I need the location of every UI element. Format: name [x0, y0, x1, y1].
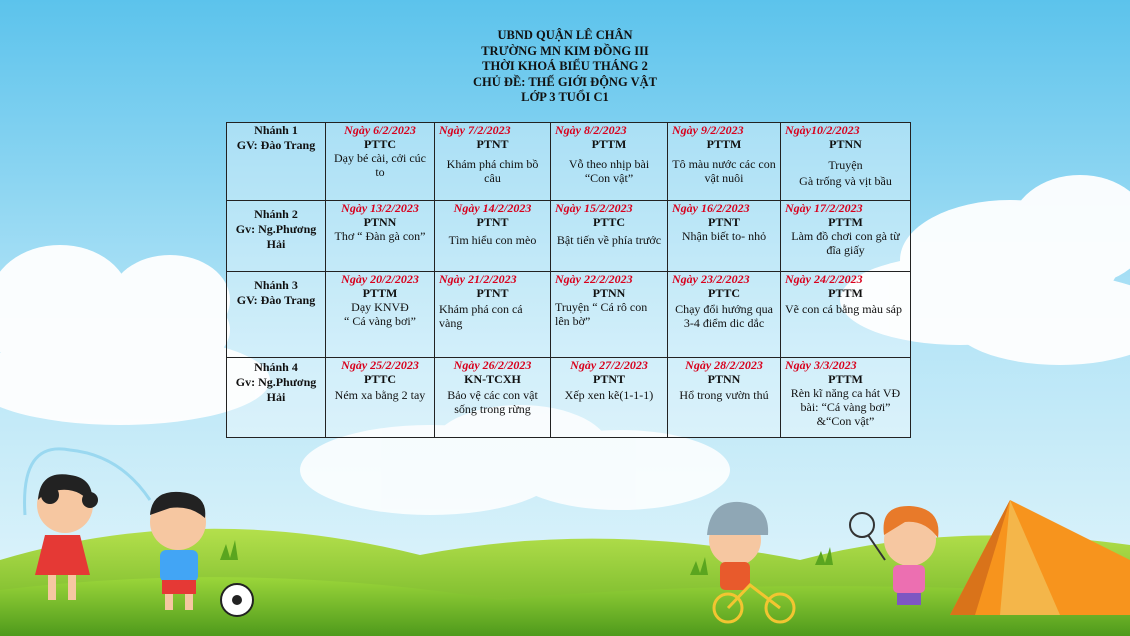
schedule-cell — [551, 123, 668, 201]
cell-date: Ngày 22/2/2023 — [555, 272, 633, 286]
cell-date: Ngày 17/2/2023 — [785, 201, 863, 215]
cell-subject: PTTM — [828, 215, 863, 229]
cell-subject: PTNT — [707, 215, 740, 229]
cell-date: Ngày 13/2/2023 — [341, 201, 419, 215]
cell-activity: Dạy KNVĐ “ Cá vàng bơi” — [344, 300, 416, 328]
table-row — [227, 123, 911, 201]
teacher-name: GV: Đào Trang — [236, 138, 316, 152]
schedule-cell — [435, 358, 551, 438]
cell-activity: Vỗ theo nhịp bài “Con vật” — [568, 157, 650, 185]
cell-activity: Bảo vệ các con vật sống trong rừng — [447, 388, 538, 416]
cell-activity: Truyện “ Cá rô con lên bờ” — [555, 300, 648, 328]
schedule-cell — [668, 201, 781, 272]
school-name: TRƯỜNG MN KIM ĐỒNG III — [481, 43, 649, 58]
cell-date: Ngày 25/2/2023 — [341, 358, 419, 372]
district-name: UBND QUẬN LÊ CHÂN — [497, 28, 633, 42]
schedule-cell — [781, 201, 911, 272]
branch-cell — [227, 123, 326, 201]
cell-activity: Ném xa bằng 2 tay — [334, 388, 426, 402]
cell-subject: PTTM — [362, 286, 398, 300]
schedule-title: THỜI KHOÁ BIỂU THÁNG 2 — [482, 59, 648, 73]
class-name: LỚP 3 TUỔI C1 — [521, 90, 609, 104]
cell-activity: Xếp xen kẽ(1-1-1) — [564, 388, 654, 402]
cell-subject: PTTM — [828, 286, 863, 300]
cell-subject: PTNT — [476, 215, 509, 229]
table-row — [227, 358, 911, 438]
schedule-cell — [781, 272, 911, 358]
schedule-cell — [326, 123, 435, 201]
cell-date: Ngày 28/2/2023 — [685, 358, 763, 372]
table-row — [227, 201, 911, 272]
cell-activity: Nhận biết to- nhỏ — [681, 229, 767, 243]
cell-date: Ngày 14/2/2023 — [453, 201, 532, 215]
cell-date: Ngày 21/2/2023 — [439, 272, 517, 286]
branch-name: Nhánh 1 — [254, 123, 298, 137]
cell-date: Ngày 20/2/2023 — [341, 272, 419, 286]
cell-date: Ngày 16/2/2023 — [672, 201, 750, 215]
branch-cell — [227, 272, 326, 358]
cell-subject: PTTC — [707, 286, 740, 300]
cell-subject: PTTC — [363, 137, 396, 151]
cell-activity: Dạy bé cài, cởi cúc to — [334, 151, 426, 179]
branch-name: Nhánh 2 — [254, 207, 298, 221]
schedule-cell — [668, 358, 781, 438]
cell-activity: Rèn kĩ năng ca hát VĐ bài: “Cá vàng bơi” &“Con vật” — [790, 386, 901, 428]
cell-subject: PTNN — [829, 137, 862, 151]
schedule-cell — [551, 272, 668, 358]
schedule-cell — [435, 272, 551, 358]
cell-activity: Làm đồ chơi con gà từ đĩa giấy — [791, 229, 900, 257]
table-row — [227, 272, 911, 358]
cell-date: Ngày 3/3/2023 — [785, 358, 857, 372]
cell-subject: PTNN — [592, 286, 626, 300]
schedule-table — [226, 122, 911, 438]
cell-activity: Thơ “ Đàn gà con” — [334, 229, 426, 243]
cell-subject: PTTC — [363, 372, 396, 386]
schedule-cell — [326, 272, 435, 358]
cell-date: Ngày 23/2/2023 — [672, 272, 750, 286]
teacher-name: Gv: Ng.Phương Hải — [235, 222, 317, 251]
cell-date: Ngày 15/2/2023 — [555, 201, 633, 215]
branch-name: Nhánh 4 — [254, 360, 298, 374]
cell-subject: KN-TCXH — [464, 372, 521, 386]
cell-date: Ngày 27/2/2023 — [570, 358, 648, 372]
cell-activity: Hổ trong vườn thú — [679, 388, 769, 402]
schedule-cell — [435, 201, 551, 272]
cell-date: Ngày 26/2/2023 — [453, 358, 532, 372]
cell-subject: PTTM — [706, 137, 742, 151]
cell-date: Ngày 7/2/2023 — [439, 123, 511, 137]
cell-subject: PTNT — [476, 137, 509, 151]
cell-activity: Bật tiến về phía trước — [556, 233, 662, 247]
teacher-name: GV: Đào Trang — [236, 293, 316, 307]
cell-date: Ngày 6/2/2023 — [344, 123, 416, 137]
schedule-cell — [326, 201, 435, 272]
document-header — [0, 28, 1130, 106]
cell-activity: Khám phá chim bồ câu — [446, 157, 539, 185]
cell-subject: PTTM — [591, 137, 627, 151]
cell-subject: PTNT — [592, 372, 625, 386]
cell-activity: Vẽ con cá bằng màu sáp — [785, 302, 902, 316]
theme-title: CHỦ ĐỀ: THẾ GIỚI ĐỘNG VẬT — [473, 74, 657, 89]
cell-subject: PTNN — [363, 215, 397, 229]
branch-name: Nhánh 3 — [254, 278, 298, 292]
cell-date: Ngày 24/2/2023 — [785, 272, 863, 286]
cell-activity: Khám phá con cá vàng — [439, 302, 523, 330]
cell-date: Ngày 9/2/2023 — [672, 123, 744, 137]
schedule-cell — [551, 201, 668, 272]
cell-subject: PTNN — [707, 372, 741, 386]
schedule-cell — [781, 358, 911, 438]
schedule-cell — [326, 358, 435, 438]
schedule-cell — [668, 123, 781, 201]
schedule-cell — [435, 123, 551, 201]
cell-subject: PTNT — [476, 286, 509, 300]
cell-date: Ngày10/2/2023 — [785, 123, 860, 137]
cell-date: Ngày 8/2/2023 — [555, 123, 627, 137]
schedule-cell — [781, 123, 911, 201]
cell-activity: Tìm hiểu con mèo — [448, 233, 537, 247]
cell-activity: Tô màu nước các con vật nuôi — [672, 157, 776, 185]
cell-subject: PTTM — [828, 372, 863, 386]
branch-cell — [227, 201, 326, 272]
branch-cell — [227, 358, 326, 438]
schedule-cell — [551, 358, 668, 438]
schedule-cell — [668, 272, 781, 358]
cell-subject: PTTC — [592, 215, 625, 229]
cell-activity: Truyện Gà trống và vịt bầu — [799, 158, 892, 188]
teacher-name: Gv: Ng.Phương Hải — [235, 375, 317, 404]
cell-activity: Chạy đổi hướng qua 3-4 điểm dic dắc — [675, 302, 773, 330]
